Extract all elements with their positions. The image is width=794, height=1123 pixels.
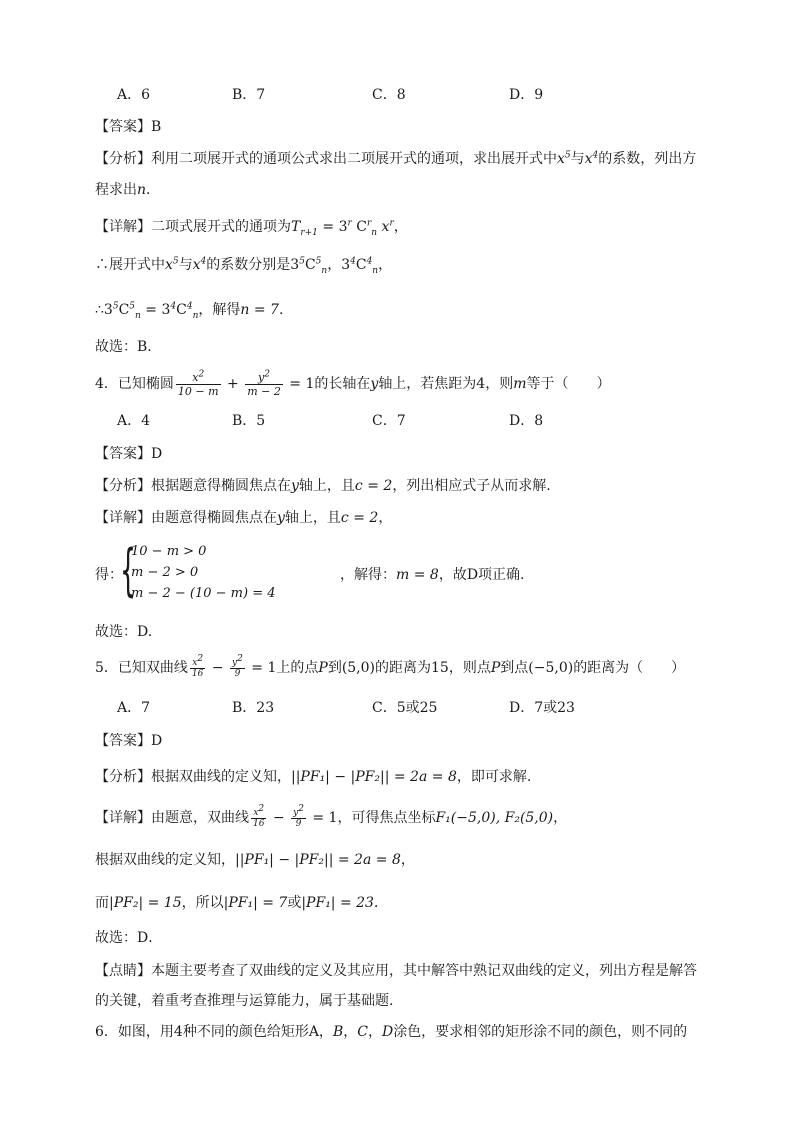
q5-option-d: D．7或23 bbox=[509, 700, 575, 716]
system-equation-2: m − 2 > 0 bbox=[131, 565, 199, 580]
text: 轴上，且 bbox=[284, 510, 341, 526]
text: 的距离为15，则点 bbox=[375, 660, 491, 676]
text: ∴展开式中 bbox=[95, 257, 165, 273]
fraction: $\frac{x^2}{10 - m}$ bbox=[177, 368, 219, 398]
text: 由题意，双曲线 bbox=[151, 810, 249, 826]
math-y: y bbox=[277, 510, 285, 526]
math-y: y bbox=[291, 478, 299, 494]
math-n-eq-7: n = 7 bbox=[240, 302, 279, 318]
text: 等于（ ） bbox=[526, 376, 611, 392]
math-n: n bbox=[137, 182, 147, 198]
answer-value: D bbox=[151, 446, 163, 462]
q3-detail-line-2 bbox=[95, 255, 392, 275]
math-P: P bbox=[318, 660, 328, 676]
text: 5．已知双曲线 bbox=[95, 660, 188, 676]
text: 4．已知椭圆 bbox=[95, 376, 174, 392]
system-equation-3: m − 2 − (10 − m) = 4 bbox=[131, 586, 276, 601]
q5-comment-line-1 bbox=[95, 961, 697, 981]
q5-detail-line-3 bbox=[95, 893, 388, 913]
q4-option-b: B．5 bbox=[232, 413, 266, 429]
math-x: $x^4$ bbox=[192, 256, 207, 273]
text: ，所以 bbox=[181, 895, 224, 911]
q3-analysis-line-2 bbox=[95, 180, 160, 200]
text: ， bbox=[400, 852, 415, 868]
q4-answer bbox=[95, 444, 162, 464]
text: 上的点 bbox=[276, 660, 319, 676]
text: 到 bbox=[327, 660, 342, 676]
text: ∴ bbox=[95, 302, 104, 318]
text: 根据题意得椭圆焦点在 bbox=[151, 478, 291, 494]
math-m: m bbox=[513, 376, 527, 392]
fraction: $\frac{x^2}{16}$ bbox=[191, 653, 204, 679]
text: 与 bbox=[570, 151, 585, 167]
fraction: $\frac{y^2}{9}$ bbox=[232, 653, 243, 679]
math-pf2: |PF₂| = 15 bbox=[109, 895, 182, 911]
analysis-tag: 【分析】 bbox=[95, 151, 151, 167]
q3-conclusion: 故选：B. bbox=[95, 339, 152, 355]
q3-option-b: B．7 bbox=[232, 87, 266, 103]
text: ， bbox=[378, 257, 393, 273]
text: 6．如图，用4种不同的颜色给矩形A， bbox=[95, 1024, 333, 1040]
point-5-0: (5,0) bbox=[341, 660, 376, 676]
detail-tag: 【详解】 bbox=[95, 219, 151, 235]
system-result: ，解得：m = 8，故D项正确. bbox=[340, 567, 525, 583]
q5-conclusion: 故选：D． bbox=[95, 930, 163, 946]
text: ． bbox=[146, 182, 161, 198]
q5-options bbox=[117, 697, 717, 717]
analysis-tag: 【分析】 bbox=[95, 769, 151, 785]
math-foci: F₁(−5,0), F₂(5,0) bbox=[435, 810, 554, 826]
math-x: $x^5$ bbox=[165, 256, 179, 273]
q3-detail-line-1 bbox=[95, 217, 408, 237]
q3-answer bbox=[95, 117, 161, 137]
q4-stem bbox=[95, 370, 611, 398]
fraction: $\frac{y^2}{m - 2}$ bbox=[247, 368, 281, 398]
math-pf1-23: |PF₁| = 23 bbox=[301, 895, 374, 911]
detail-tag: 【详解】 bbox=[95, 810, 151, 826]
q5-detail-line-2 bbox=[95, 850, 415, 870]
q5-analysis bbox=[95, 767, 531, 787]
text: 本题主要考查了双曲线的定义及其应用，其中解答中熟记双曲线的定义，列出方程是解答 bbox=[151, 963, 697, 979]
q6-stem bbox=[95, 1022, 687, 1042]
equals-one: = 1 bbox=[307, 810, 338, 826]
text: 由题意得椭圆焦点在 bbox=[151, 510, 277, 526]
text: ，可得焦点坐标 bbox=[337, 810, 436, 826]
analysis-tag: 【分析】 bbox=[95, 478, 151, 494]
text: 利用二项展开式的通项公式求出二项展开式的通项，求出展开式中 bbox=[151, 151, 557, 167]
text: ， bbox=[327, 257, 342, 273]
q5-comment-line-2: 的关键，着重考查推理与运算能力，属于基础题. bbox=[95, 993, 394, 1009]
comment-tag: 【点睛】 bbox=[95, 963, 151, 979]
answer-tag: 【答案】 bbox=[95, 733, 151, 749]
equals-one: = 1 bbox=[246, 660, 277, 676]
q3-analysis-line-1 bbox=[95, 149, 696, 169]
text: ， bbox=[367, 1024, 382, 1040]
math-C: C bbox=[357, 1024, 368, 1040]
answer-tag: 【答案】 bbox=[95, 446, 151, 462]
text: ， bbox=[343, 1024, 358, 1040]
math-coef-4: $3^4C^4_n$ bbox=[341, 256, 379, 276]
q3-option-a: A．6 bbox=[117, 87, 151, 103]
fraction: $\frac{x^2}{16}$ bbox=[253, 803, 265, 829]
text: 根据双曲线的定义知， bbox=[95, 852, 235, 868]
math-general-term: $T_{r+1} = 3^r$ $C^r_n$ $x^r$ bbox=[291, 218, 394, 238]
left-brace-icon: { bbox=[120, 538, 137, 603]
minus: − bbox=[268, 810, 290, 826]
text: 程求出 bbox=[95, 182, 137, 198]
q4-option-c: C．7 bbox=[372, 413, 406, 429]
q4-conclusion: 故选：D. bbox=[95, 624, 153, 640]
q3-option-c: C．8 bbox=[372, 87, 406, 103]
text: 的系数分别是 bbox=[206, 257, 291, 273]
point-neg5-0: (−5,0) bbox=[528, 660, 574, 676]
text: 轴上，若焦距为4，则 bbox=[378, 376, 514, 392]
detail-tag: 【详解】 bbox=[95, 510, 151, 526]
q5-option-a: A．7 bbox=[117, 700, 151, 716]
math-B: B bbox=[332, 1024, 344, 1040]
q5-option-b: B．23 bbox=[232, 700, 275, 716]
q4-option-a: A．4 bbox=[117, 413, 151, 429]
minus: − bbox=[207, 660, 229, 676]
q5-answer bbox=[95, 731, 162, 751]
q5-option-c: C．5或25 bbox=[372, 700, 438, 716]
q5-stem bbox=[95, 654, 685, 682]
text: 的距离为（ ） bbox=[573, 660, 686, 676]
text: ，即可求解. bbox=[456, 769, 532, 785]
math-P: P bbox=[490, 660, 501, 676]
text: ． bbox=[373, 895, 388, 911]
text: 与 bbox=[178, 257, 193, 273]
answer-tag: 【答案】 bbox=[95, 119, 151, 135]
math-x: $x^4$ bbox=[584, 150, 599, 167]
q5-detail-line-1 bbox=[95, 804, 567, 832]
text: 而 bbox=[95, 895, 109, 911]
q3-options bbox=[117, 84, 717, 104]
answer-value: B bbox=[151, 119, 162, 135]
text: 或 bbox=[287, 895, 302, 911]
text: 根据双曲线的定义知， bbox=[151, 769, 291, 785]
q4-detail bbox=[95, 508, 392, 528]
text: 的系数，列出方 bbox=[598, 151, 697, 167]
math-coef-equation: $3^5C^5_n = 3^4C^4_n$ bbox=[103, 301, 199, 321]
math-definition: ||PF₁| − |PF₂|| = 2a = 8 bbox=[235, 852, 401, 868]
fraction: $\frac{y^2}{9}$ bbox=[293, 803, 304, 829]
q3-detail-line-3 bbox=[95, 300, 283, 320]
plus: + bbox=[222, 376, 244, 392]
text: 二项式展开式的通项为 bbox=[151, 219, 291, 235]
text: 轴上，且 bbox=[298, 478, 355, 494]
equals-one: = 1 bbox=[284, 376, 315, 392]
text: ， bbox=[553, 810, 568, 826]
system-label: 得： bbox=[95, 567, 123, 583]
q4-analysis bbox=[95, 476, 551, 496]
math-c-eq-2: c = 2 bbox=[354, 478, 393, 494]
math-coef-5: $3^5C^5_n$ bbox=[290, 256, 328, 276]
math-pf1-7: |PF₁| = 7 bbox=[223, 895, 288, 911]
text: 涂色，要求相邻的矩形涂不同的颜色，则不同的 bbox=[393, 1024, 688, 1040]
math-y: y bbox=[370, 376, 379, 392]
q3-option-d: D．9 bbox=[509, 87, 544, 103]
math-x: $x^5$ bbox=[557, 150, 571, 167]
text: ，解得 bbox=[198, 302, 241, 318]
text: 的长轴在 bbox=[314, 376, 371, 392]
system-equation-1: 10 − m > 0 bbox=[131, 544, 207, 559]
math-definition: ||PF₁| − |PF₂|| = 2a = 8 bbox=[291, 769, 457, 785]
text: ， bbox=[378, 510, 393, 526]
text: ， bbox=[393, 219, 408, 235]
math-D: D bbox=[381, 1024, 394, 1040]
q4-options bbox=[117, 410, 717, 430]
text: ，列出相应式子从而求解. bbox=[392, 478, 551, 494]
text: . bbox=[278, 302, 284, 318]
q4-option-d: D．8 bbox=[509, 413, 544, 429]
math-c-eq-2: c = 2 bbox=[340, 510, 379, 526]
answer-value: D bbox=[151, 733, 163, 749]
text: 到点 bbox=[500, 660, 529, 676]
